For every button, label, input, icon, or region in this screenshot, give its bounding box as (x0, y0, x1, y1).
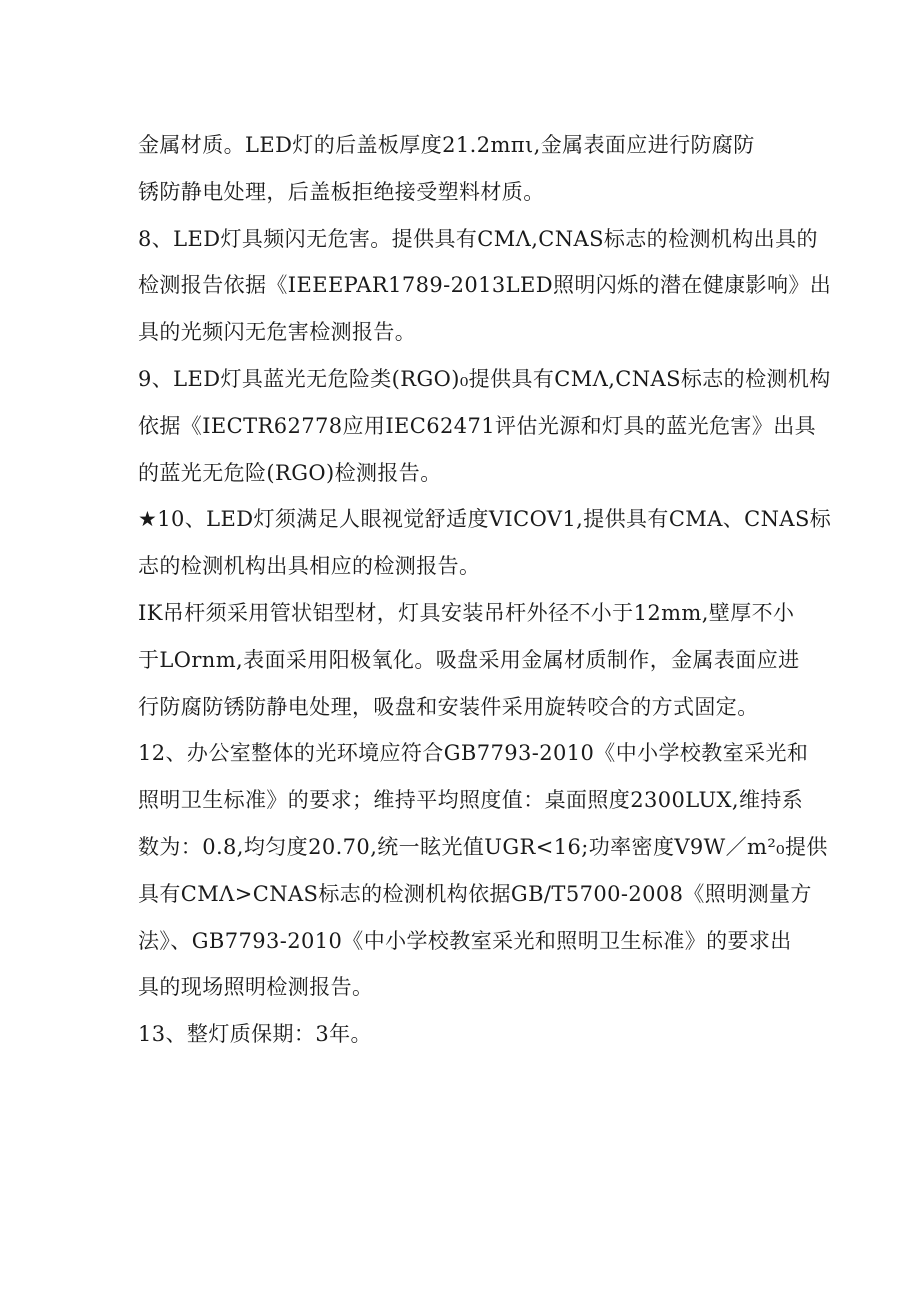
text-line: 数为：0.8,均匀度20.70,统一眩光值UGR<16;功率密度V9W／m²₀提供 (138, 834, 828, 859)
text-line: 具有CMΛ>CNAS标志的检测机构依据GB/T5700-2008《照明测量方 (138, 881, 812, 906)
paragraph-item-10 (138, 496, 832, 590)
paragraph-material (138, 122, 788, 216)
text-line: 具的现场照明检测报告。 (138, 975, 374, 1000)
paragraph-item-8 (138, 216, 832, 356)
text-line: 照明卫生标准》的要求；维持平均照度值：桌面照度2300LUX,维持系 (138, 788, 804, 813)
text-line: 的蓝光无危险(RGO)检测报告。 (138, 460, 442, 485)
text-line: 法》、GB7793-2010《中小学校教室采光和照明卫生标准》的要求出 (138, 928, 792, 953)
text-line: 金属材质。LED灯的后盖板厚度21.2mπι,金属表面应进行防腐防 (138, 133, 755, 157)
paragraph-item-13 (138, 1011, 788, 1058)
text-line: ★10、LED灯须满足人眼视觉舒适度VICOV1,提供具有CMA、CNAS标 (138, 507, 832, 532)
text-line: 志的检测机构出具相应的检测报告。 (138, 554, 481, 579)
paragraph-item-9 (138, 356, 831, 496)
paragraph-item-11 (138, 590, 800, 730)
text-line: 依据《IECTR62778应用IEC62471评估光源和灯具的蓝光危害》出具 (138, 413, 817, 438)
text-line: 检测报告依据《IEEEPAR1789-2013LED照明闪烁的潜在健康影响》出 (138, 273, 832, 298)
text-line: IK吊杆须采用管状铝型材，灯具安装吊杆外径不小于12mm,壁厚不小 (138, 600, 795, 625)
text-line: 行防腐防锈防静电处理，吸盘和安装件采用旋转咬合的方式固定。 (138, 694, 759, 719)
paragraph-item-12 (138, 730, 828, 1011)
text-line: 9、LED灯具蓝光无危险类(RGO)₀提供具有CMΛ,CNAS标志的检测机构 (138, 366, 831, 391)
text-line: 锈防静电处理，后盖板拒绝接受塑料材质。 (138, 179, 545, 204)
text-line: 于LOrnm,表面采用阳极氧化。吸盘采用金属材质制作，金属表面应进 (138, 647, 800, 672)
text-line: 具的光频闪无危害检测报告。 (138, 320, 417, 345)
text-line: 12、办公室整体的光环境应符合GB7793-2010《中小学校教室采光和 (138, 741, 809, 766)
text-line: 13、整灯质保期：3年。 (138, 1022, 372, 1047)
document-body (138, 122, 832, 1058)
text-line: 8、LED灯具频闪无危害。提供具有CMΛ,CNAS标志的检测机构出具的 (138, 226, 818, 251)
